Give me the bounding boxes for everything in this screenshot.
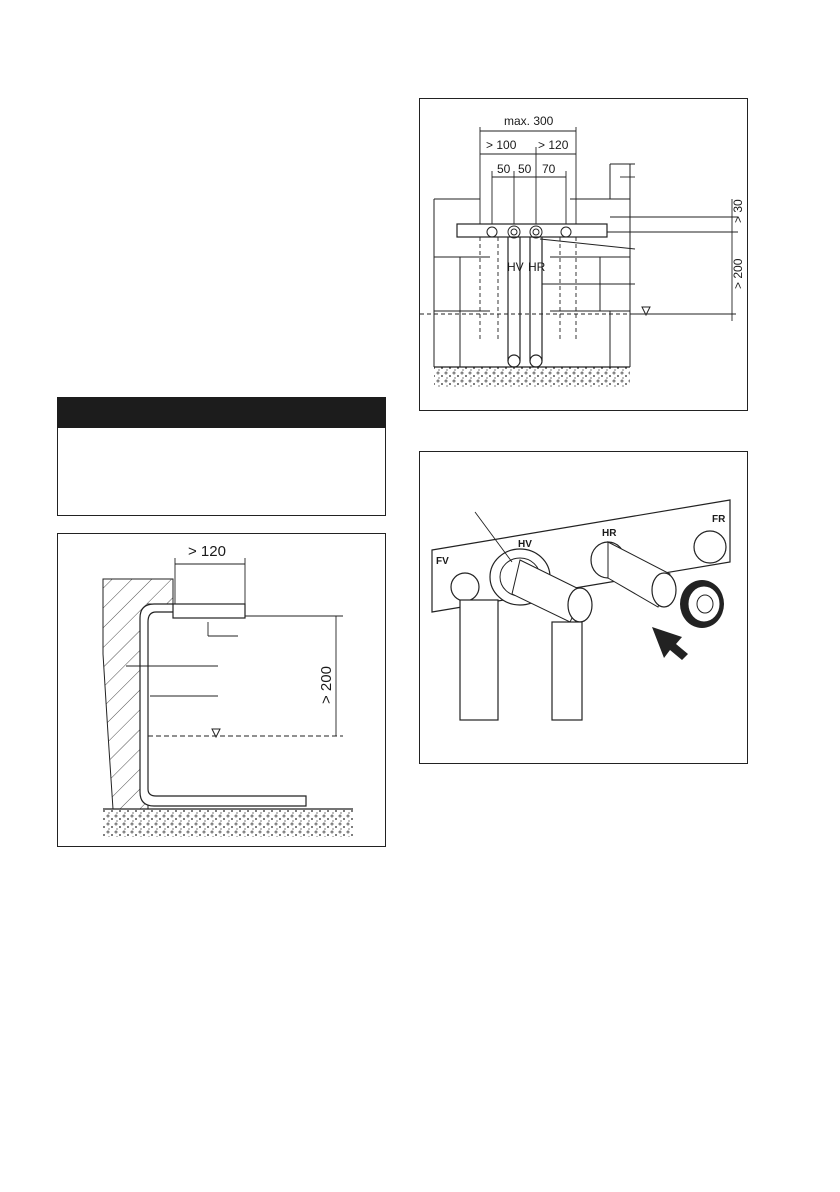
- dim-50-left: 50: [497, 162, 511, 176]
- dim-gt-200-vertical: > 200: [731, 258, 745, 289]
- dim-70: 70: [542, 162, 556, 176]
- dim-max-300: max. 300: [504, 114, 554, 128]
- fittings-illustration: [420, 452, 749, 765]
- figure-right: [419, 451, 748, 764]
- figure-bottom-left: [57, 533, 386, 847]
- dim-50-right: 50: [518, 162, 532, 176]
- dim-gt-100: > 100: [486, 138, 517, 152]
- label-hr: HR: [602, 528, 617, 539]
- figure-top-right: [419, 98, 748, 411]
- dim-gt-120: > 120: [188, 543, 226, 560]
- dimension-drawing: [420, 99, 749, 412]
- wall-section-drawing: [58, 534, 387, 848]
- warning-body: [57, 428, 386, 516]
- warning-header-bar: [57, 397, 386, 428]
- label-fr: FR: [712, 514, 726, 525]
- label-hv: HV: [507, 260, 524, 274]
- dim-gt-120: > 120: [538, 138, 569, 152]
- dim-gt-30: > 30: [731, 199, 745, 223]
- label-hv: HV: [518, 539, 532, 550]
- label-fv: FV: [436, 556, 449, 567]
- dim-gt-200-vertical: > 200: [318, 666, 335, 704]
- label-hr: HR: [528, 260, 546, 274]
